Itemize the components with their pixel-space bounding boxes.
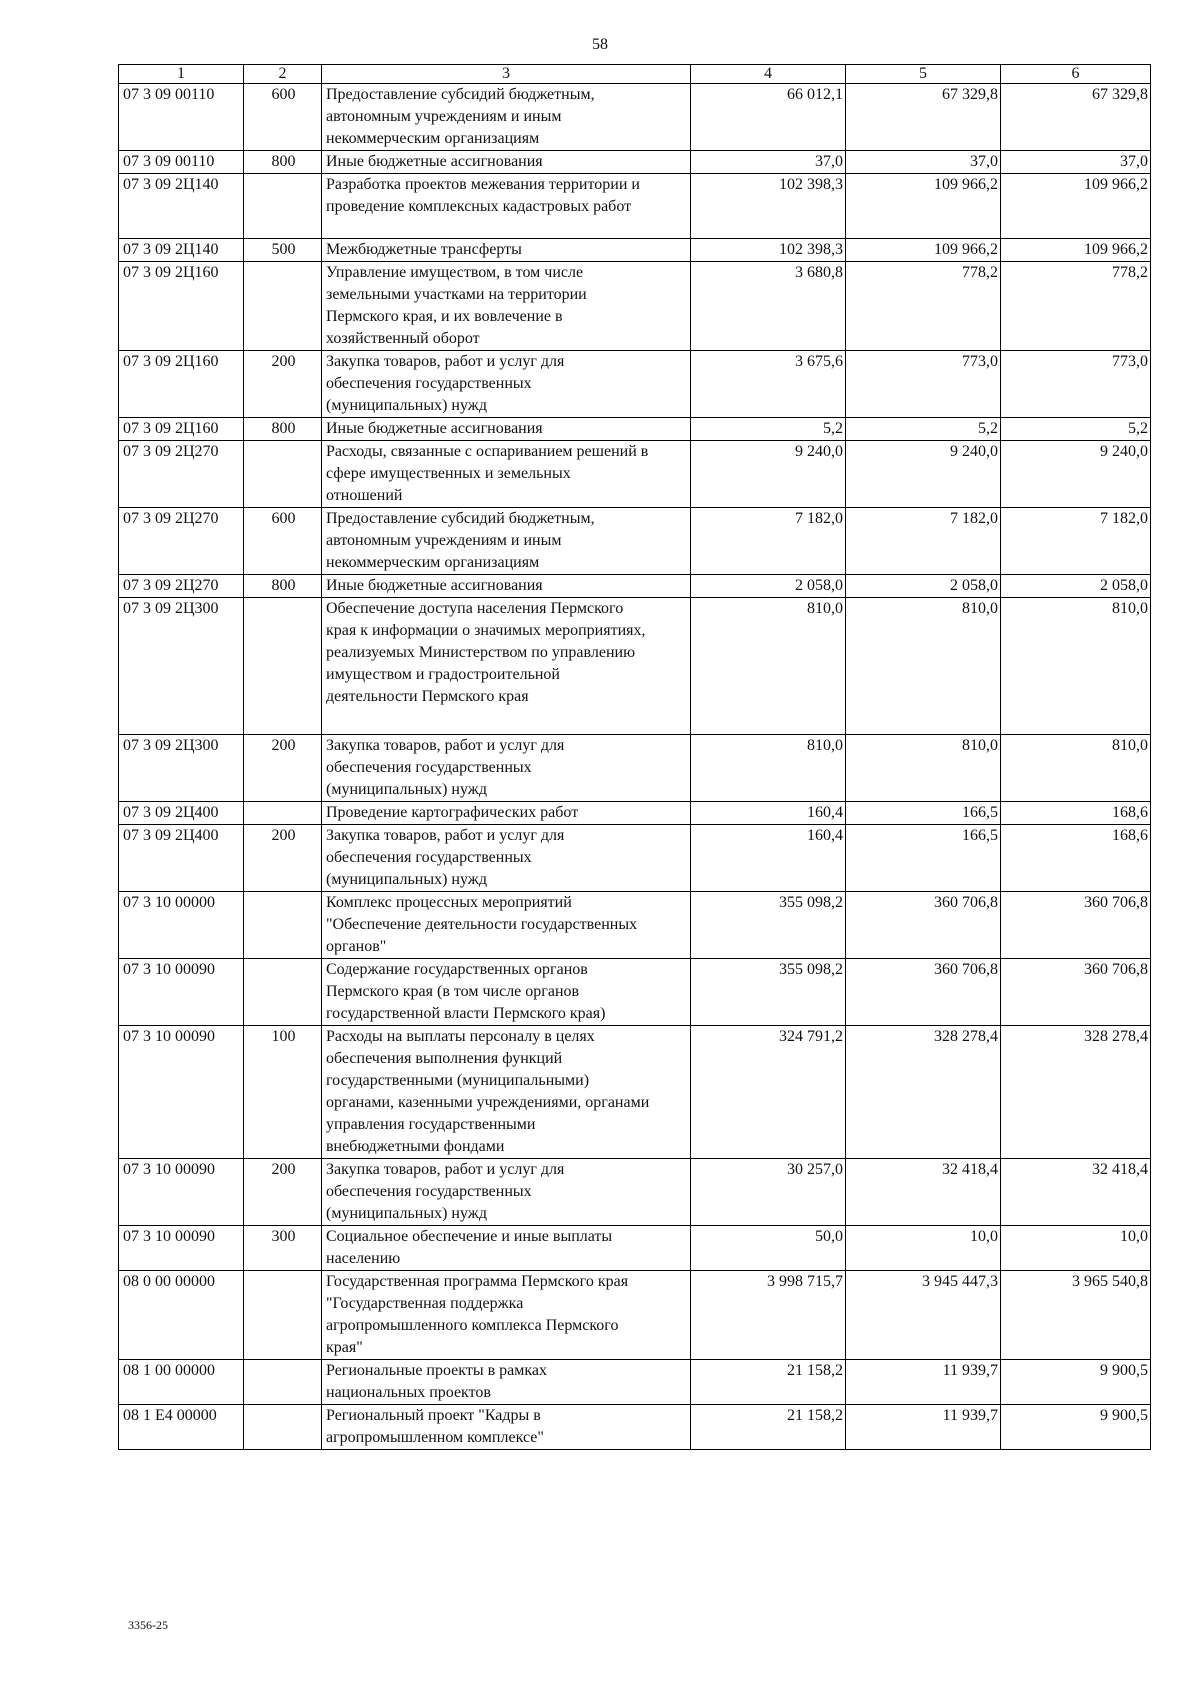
amount-cell-col6: 9 900,5 <box>1001 1360 1151 1405</box>
expense-type-cell: 800 <box>244 575 322 598</box>
description-cell: Закупка товаров, работ и услуг для обеспечения государственных (муниципальных) нужд <box>322 351 691 418</box>
expense-type-cell: 500 <box>244 239 322 262</box>
amount-cell-col4: 3 998 715,7 <box>691 1271 846 1360</box>
expense-type-cell: 800 <box>244 151 322 174</box>
amount-cell-col6: 360 706,8 <box>1001 892 1151 959</box>
expense-type-cell <box>244 441 322 508</box>
table-row <box>119 892 1151 959</box>
table-row <box>119 575 1151 598</box>
expense-type-cell: 300 <box>244 1226 322 1271</box>
amount-cell-col6: 3 965 540,8 <box>1001 1271 1151 1360</box>
amount-cell-col4: 3 680,8 <box>691 262 846 351</box>
amount-cell-col6: 5,2 <box>1001 418 1151 441</box>
table-row <box>119 1026 1151 1159</box>
amount-cell-col4: 21 158,2 <box>691 1360 846 1405</box>
amount-cell-col6: 7 182,0 <box>1001 508 1151 575</box>
table-row <box>119 1405 1151 1450</box>
description-cell: Закупка товаров, работ и услуг для обеспечения государственных (муниципальных) нужд <box>322 1159 691 1226</box>
table-row <box>119 262 1151 351</box>
amount-cell-col4: 355 098,2 <box>691 892 846 959</box>
expense-type-cell <box>244 598 322 735</box>
table-row <box>119 151 1151 174</box>
amount-cell-col6: 168,6 <box>1001 802 1151 825</box>
description-cell: Комплекс процессных мероприятий "Обеспечение деятельности государственных органов" <box>322 892 691 959</box>
table-row <box>119 1159 1151 1226</box>
column-header: 3 <box>322 65 691 84</box>
description-cell: Закупка товаров, работ и услуг для обеспечения государственных (муниципальных) нужд <box>322 735 691 802</box>
description-cell: Проведение картографических работ <box>322 802 691 825</box>
amount-cell-col6: 168,6 <box>1001 825 1151 892</box>
expense-type-cell <box>244 262 322 351</box>
amount-cell-col5: 10,0 <box>846 1226 1001 1271</box>
description-cell: Иные бюджетные ассигнования <box>322 151 691 174</box>
budget-table <box>118 64 1151 1450</box>
amount-cell-col5: 37,0 <box>846 151 1001 174</box>
target-code-cell: 07 3 09 2Ц160 <box>119 418 244 441</box>
target-code-cell: 07 3 09 2Ц300 <box>119 598 244 735</box>
target-code-cell: 07 3 09 2Ц270 <box>119 441 244 508</box>
expense-type-cell <box>244 1271 322 1360</box>
amount-cell-col6: 328 278,4 <box>1001 1026 1151 1159</box>
target-code-cell: 07 3 09 00110 <box>119 151 244 174</box>
table-row <box>119 418 1151 441</box>
target-code-cell: 07 3 09 2Ц270 <box>119 508 244 575</box>
amount-cell-col5: 328 278,4 <box>846 1026 1001 1159</box>
expense-type-cell: 100 <box>244 1026 322 1159</box>
amount-cell-col6: 9 240,0 <box>1001 441 1151 508</box>
amount-cell-col5: 109 966,2 <box>846 239 1001 262</box>
amount-cell-col6: 360 706,8 <box>1001 959 1151 1026</box>
target-code-cell: 08 1 00 00000 <box>119 1360 244 1405</box>
description-cell: Содержание государственных органов Пермского края (в том числе органов государственной власти Пермского края) <box>322 959 691 1026</box>
table-header-row <box>119 65 1151 84</box>
table-row <box>119 441 1151 508</box>
column-header: 4 <box>691 65 846 84</box>
description-cell: Предоставление субсидий бюджетным, автономным учреждениям и иным некоммерческим организациям <box>322 508 691 575</box>
amount-cell-col5: 11 939,7 <box>846 1360 1001 1405</box>
amount-cell-col6: 773,0 <box>1001 351 1151 418</box>
amount-cell-col4: 2 058,0 <box>691 575 846 598</box>
expense-type-cell <box>244 1405 322 1450</box>
description-cell: Межбюджетные трансферты <box>322 239 691 262</box>
expense-type-cell: 800 <box>244 418 322 441</box>
amount-cell-col6: 109 966,2 <box>1001 174 1151 239</box>
expense-type-cell <box>244 174 322 239</box>
amount-cell-col5: 5,2 <box>846 418 1001 441</box>
description-cell: Обеспечение доступа населения Пермского края к информации о значимых мероприятиях, реализуемых Министерством по управлению имуществом и градостроительной деятельности Пермского края <box>322 598 691 735</box>
table-row <box>119 84 1151 151</box>
description-cell: Расходы, связанные с оспариванием решений в сфере имущественных и земельных отношений <box>322 441 691 508</box>
amount-cell-col4: 160,4 <box>691 825 846 892</box>
target-code-cell: 07 3 09 2Ц140 <box>119 174 244 239</box>
amount-cell-col5: 360 706,8 <box>846 959 1001 1026</box>
amount-cell-col5: 3 945 447,3 <box>846 1271 1001 1360</box>
target-code-cell: 07 3 10 00090 <box>119 1226 244 1271</box>
amount-cell-col4: 3 675,6 <box>691 351 846 418</box>
amount-cell-col4: 355 098,2 <box>691 959 846 1026</box>
amount-cell-col5: 7 182,0 <box>846 508 1001 575</box>
amount-cell-col6: 67 329,8 <box>1001 84 1151 151</box>
amount-cell-col4: 7 182,0 <box>691 508 846 575</box>
amount-cell-col6: 810,0 <box>1001 598 1151 735</box>
description-cell: Иные бюджетные ассигнования <box>322 418 691 441</box>
target-code-cell: 08 1 Е4 00000 <box>119 1405 244 1450</box>
table-row <box>119 959 1151 1026</box>
target-code-cell: 07 3 09 00110 <box>119 84 244 151</box>
amount-cell-col6: 32 418,4 <box>1001 1159 1151 1226</box>
table-row <box>119 239 1151 262</box>
description-cell: Управление имуществом, в том числе земельными участками на территории Пермского края, и их вовлечение в хозяйственный оборот <box>322 262 691 351</box>
target-code-cell: 07 3 10 00090 <box>119 959 244 1026</box>
expense-type-cell <box>244 892 322 959</box>
table-row <box>119 174 1151 239</box>
description-cell: Государственная программа Пермского края "Государственная поддержка агропромышленного комплекса Пермского края" <box>322 1271 691 1360</box>
amount-cell-col5: 810,0 <box>846 598 1001 735</box>
column-header: 1 <box>119 65 244 84</box>
expense-type-cell: 600 <box>244 84 322 151</box>
table-row <box>119 802 1151 825</box>
target-code-cell: 08 0 00 00000 <box>119 1271 244 1360</box>
expense-type-cell <box>244 802 322 825</box>
amount-cell-col5: 778,2 <box>846 262 1001 351</box>
description-cell: Разработка проектов межевания территории и проведение комплексных кадастровых работ <box>322 174 691 239</box>
table-row <box>119 598 1151 735</box>
description-cell: Социальное обеспечение и иные выплаты населению <box>322 1226 691 1271</box>
amount-cell-col6: 9 900,5 <box>1001 1405 1151 1450</box>
target-code-cell: 07 3 10 00090 <box>119 1026 244 1159</box>
amount-cell-col6: 109 966,2 <box>1001 239 1151 262</box>
amount-cell-col5: 109 966,2 <box>846 174 1001 239</box>
target-code-cell: 07 3 09 2Ц400 <box>119 825 244 892</box>
table-row <box>119 1271 1151 1360</box>
target-code-cell: 07 3 09 2Ц300 <box>119 735 244 802</box>
amount-cell-col4: 30 257,0 <box>691 1159 846 1226</box>
description-cell: Региональные проекты в рамках национальных проектов <box>322 1360 691 1405</box>
amount-cell-col4: 9 240,0 <box>691 441 846 508</box>
amount-cell-col6: 37,0 <box>1001 151 1151 174</box>
amount-cell-col5: 773,0 <box>846 351 1001 418</box>
expense-type-cell: 200 <box>244 825 322 892</box>
description-cell: Региональный проект "Кадры в агропромышленном комплексе" <box>322 1405 691 1450</box>
amount-cell-col4: 66 012,1 <box>691 84 846 151</box>
amount-cell-col5: 2 058,0 <box>846 575 1001 598</box>
expense-type-cell <box>244 959 322 1026</box>
target-code-cell: 07 3 09 2Ц140 <box>119 239 244 262</box>
amount-cell-col6: 2 058,0 <box>1001 575 1151 598</box>
amount-cell-col6: 778,2 <box>1001 262 1151 351</box>
description-cell: Закупка товаров, работ и услуг для обеспечения государственных (муниципальных) нужд <box>322 825 691 892</box>
table-row <box>119 508 1151 575</box>
target-code-cell: 07 3 09 2Ц160 <box>119 262 244 351</box>
amount-cell-col5: 166,5 <box>846 802 1001 825</box>
amount-cell-col4: 102 398,3 <box>691 174 846 239</box>
table-row <box>119 1226 1151 1271</box>
amount-cell-col6: 10,0 <box>1001 1226 1151 1271</box>
description-cell: Иные бюджетные ассигнования <box>322 575 691 598</box>
target-code-cell: 07 3 10 00000 <box>119 892 244 959</box>
amount-cell-col4: 21 158,2 <box>691 1405 846 1450</box>
column-header: 5 <box>846 65 1001 84</box>
table-row <box>119 351 1151 418</box>
description-cell: Расходы на выплаты персоналу в целях обеспечения выполнения функций государственными (муниципальными) органами, казенными учреждениями, органами управления государственными внебюджетными фондами <box>322 1026 691 1159</box>
target-code-cell: 07 3 09 2Ц400 <box>119 802 244 825</box>
expense-type-cell <box>244 1360 322 1405</box>
amount-cell-col5: 32 418,4 <box>846 1159 1001 1226</box>
page-number: 58 <box>592 36 608 53</box>
amount-cell-col4: 50,0 <box>691 1226 846 1271</box>
amount-cell-col5: 9 240,0 <box>846 441 1001 508</box>
amount-cell-col4: 5,2 <box>691 418 846 441</box>
amount-cell-col5: 166,5 <box>846 825 1001 892</box>
expense-type-cell: 200 <box>244 351 322 418</box>
expense-type-cell: 200 <box>244 1159 322 1226</box>
column-header: 2 <box>244 65 322 84</box>
amount-cell-col6: 810,0 <box>1001 735 1151 802</box>
table-row <box>119 1360 1151 1405</box>
document-code: 3356-25 <box>128 1618 168 1632</box>
amount-cell-col5: 67 329,8 <box>846 84 1001 151</box>
amount-cell-col4: 102 398,3 <box>691 239 846 262</box>
amount-cell-col4: 324 791,2 <box>691 1026 846 1159</box>
amount-cell-col4: 160,4 <box>691 802 846 825</box>
column-header: 6 <box>1001 65 1151 84</box>
description-cell: Предоставление субсидий бюджетным, автономным учреждениям и иным некоммерческим организациям <box>322 84 691 151</box>
table-row <box>119 735 1151 802</box>
target-code-cell: 07 3 09 2Ц270 <box>119 575 244 598</box>
amount-cell-col5: 360 706,8 <box>846 892 1001 959</box>
expense-type-cell: 200 <box>244 735 322 802</box>
amount-cell-col5: 11 939,7 <box>846 1405 1001 1450</box>
amount-cell-col5: 810,0 <box>846 735 1001 802</box>
expense-type-cell: 600 <box>244 508 322 575</box>
target-code-cell: 07 3 09 2Ц160 <box>119 351 244 418</box>
amount-cell-col4: 810,0 <box>691 598 846 735</box>
amount-cell-col4: 810,0 <box>691 735 846 802</box>
target-code-cell: 07 3 10 00090 <box>119 1159 244 1226</box>
amount-cell-col4: 37,0 <box>691 151 846 174</box>
table-row <box>119 825 1151 892</box>
